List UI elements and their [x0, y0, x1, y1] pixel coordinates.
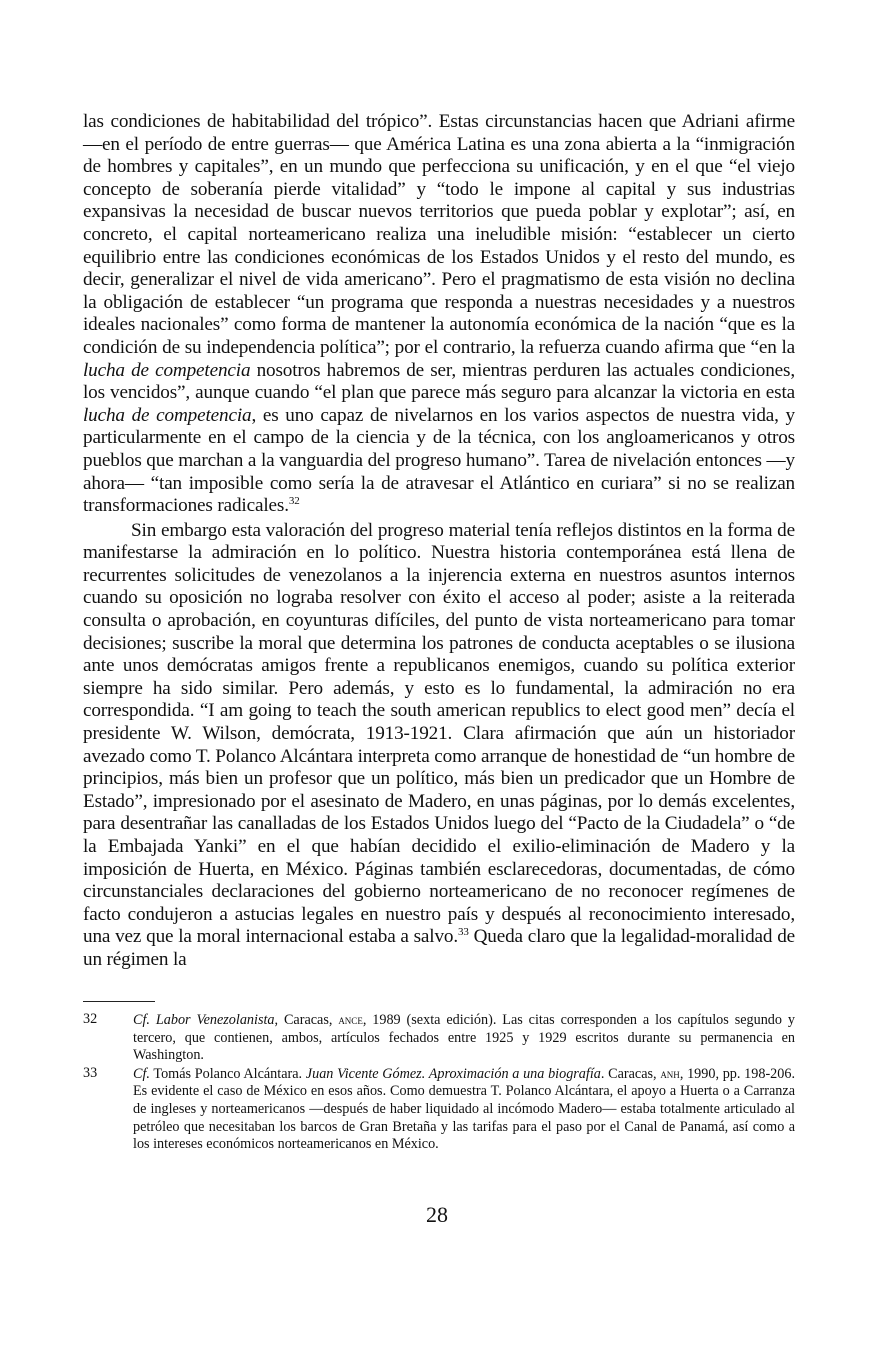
footnote-number: 32	[83, 1011, 98, 1027]
paragraph-1-text-a: las condiciones de habitabilidad del trópico”. Estas circunstancias hacen que Adriani afirme —en el período de entre guerras— que América Latina es una zona abierta a la “inmigración de hombres y capitales”, en un mundo que perfecciona su unificación, y en el que “el viejo concepto de soberanía pierde vitalidad” y “todo le impone al capital y sus industrias expansivas la necesidad de buscar nuevos territorios que pueda poblar y explotar”; así, en concreto, el capital norteamericano realiza una ineludible misión: “establecer un cierto equilibrio entre las condiciones económicas de los Estados Unidos y el resto del mundo, es decir, generalizar el nivel de vida americano”. Pero el pragmatismo de esta visión no declina la obligación de establecer “un programa que responda a nuestras necesidades y a nuestros ideales nacionales” como forma de mantener la autonomía económica de la nación “que es la condición de su independencia política”; por el contrario, la refuerza cuando afirma que “en la	[83, 111, 795, 358]
page-body	[83, 111, 795, 972]
paragraph-1	[83, 111, 795, 518]
publisher-abbrev: ance	[338, 1012, 363, 1027]
footnote-text	[133, 1011, 795, 1065]
paragraph-2-text-b: Queda claro que la legalidad-moralidad de un régimen la	[83, 926, 796, 970]
footnote-text	[133, 1065, 795, 1154]
cf-abbrev: Cf.	[133, 1065, 150, 1082]
cited-title: Juan Vicente Gómez. Aproximación a una biografía	[305, 1065, 601, 1082]
cited-title: Labor Venezolanista	[155, 1012, 275, 1028]
footnotes	[83, 1011, 795, 1154]
paragraph-1-text-c: , es uno capaz de nivelarnos en los varios aspectos de nuestra vida, y particularmente en el campo de la ciencia y de la técnica, con los angloamericanos y otros pueblos que marchan a la vanguardia del progreso humano”. Tarea de nivelación entonces —y ahora— “tan imposible como sería la de atravesar el Atlántico en curiara” si no se realizan transformaciones radicales.	[83, 404, 795, 517]
footnote-separator	[83, 1001, 155, 1002]
footnote-33	[83, 1065, 795, 1154]
cf-abbrev: Cf.	[133, 1012, 156, 1028]
page-number: 28	[426, 1202, 448, 1227]
footnote-text-a: , Caracas,	[274, 1012, 339, 1028]
italic-phrase: lucha de competencia	[83, 359, 251, 381]
main-text	[83, 111, 795, 972]
footnote-ref-32[interactable]: 32	[288, 495, 300, 508]
paragraph-1-text-b: nosotros habremos de ser, mientras perduren las actuales condiciones, los vencidos”, aunque cuando “el plan que parece más seguro para alcanzar la victoria en esta	[83, 359, 795, 404]
footnote-text-b: , 1989 (sexta edición). Las citas corresponden a los capítulos segundo y tercero, que contienen, ambos, artículos fechados entre 1925 y 1929 escritos durante su permanencia en Washington.	[133, 1012, 795, 1064]
paragraph-2	[83, 520, 795, 972]
footnote-32	[83, 1011, 795, 1065]
paragraph-2-text-a: Sin embargo esta valoración del progreso material tenía reflejos distintos en la forma de manifestarse la admiración en lo político. Nuestra historia contemporánea está llena de recurrentes solicitudes de venezolanos a la injerencia externa en nuestros asuntos internos cuando su oposición no lograba resolver con éxito el acceso al poder; asiste a la reiterada consulta o aprobación, en coyunturas difíciles, del punto de vista norteamericano para tomar decisiones; suscribe la moral que determina los patrones de conducta aceptables o se ilusiona ante unos demócratas amigos frente a republicanos enemigos, cuando su política exterior siempre ha sido similar. Pero además, y esto es lo fundamental, la admiración no era correspondida. “I am going to teach the south american republics to elect good men” decía el presidente W. Wilson, demócrata, 1913-1921. Clara afirmación que aún un historiador avezado como T. Polanco Alcántara interpreta como arranque de honestidad de “un hombre de principios, más bien un profesor que un político, más bien un predicador que un Hombre de Estado”, impresionado por el asesinato de Madero, en unas páginas, por lo demás excelentes, para desentrañar las canalladas de los Estados Unidos luego del “Pacto de la Ciudadela” o “de la Embajada Yanki” en el que habían decidido el exilio-eliminación de Madero y la imposición de Huerta, en México. Páginas también esclarecedoras, documentadas, de cómo circunstanciales declaraciones del gobierno norteamericano de no reconocer regímenes de facto condujeron a astucias legales en nuestro país y después al reconocimiento interesado, una vez que la moral internacional estaba a salvo.	[83, 519, 795, 948]
footnote-text-b: , 1990, pp. 198-206. Es evidente el caso de México en esos años. Como demuestra T. Polanco Alcántara, el apoyo a Huerta o a Carranza de ingleses y norteamericanos —después de haber liquidado al incómodo Madero— estaba totalmente articulado al petróleo que necesitaban los barcos de Gran Bretaña y las tarifas para el paso por el Canal de Panamá, así como a los intereses económicos norteamericanos en México.	[133, 1065, 795, 1153]
footnote-number: 33	[83, 1064, 98, 1081]
italic-phrase: lucha de competencia	[83, 404, 252, 426]
publisher-abbrev: anh	[660, 1065, 680, 1081]
footnote-text-a: . Caracas,	[600, 1065, 661, 1082]
cited-author: Tomás Polanco Alcántara.	[149, 1065, 306, 1082]
footnote-ref-33[interactable]: 33	[458, 926, 469, 939]
